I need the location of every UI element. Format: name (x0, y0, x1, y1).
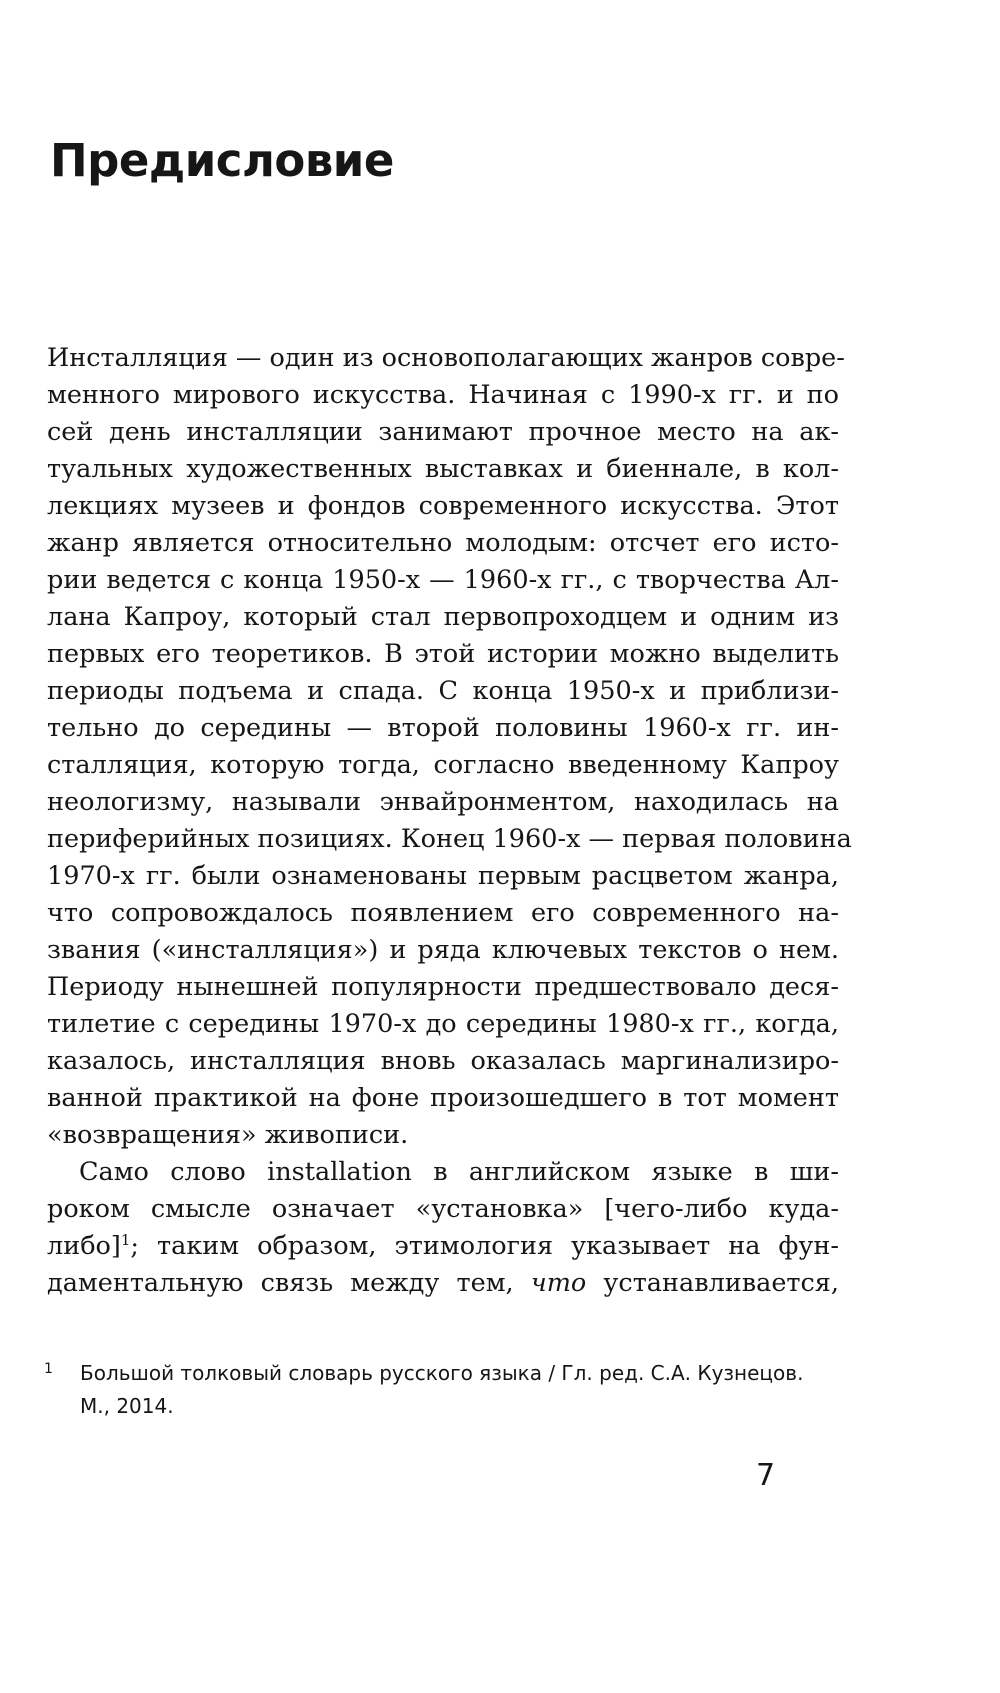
text-line: Периоду нынешней популярности предшествовало деся- (47, 972, 839, 1002)
text-fragment: устанавливается, (586, 1268, 839, 1298)
text-fragment: ; таким образом, этимология указывает на фун- (130, 1231, 839, 1261)
text-line: жанр является относительно молодым: отсчет его исто- (47, 528, 839, 558)
footnote-text (80, 1357, 844, 1423)
text-line: казалось, инсталляция вновь оказалась маргинализиро- (47, 1046, 839, 1076)
text-fragment: даментальную связь между тем, (47, 1268, 531, 1298)
footnote-marker: 1 (44, 1361, 53, 1377)
text-line: туальных художественных выставках и биеннале, в кол- (47, 454, 839, 484)
text-line: лекциях музеев и фондов современного искусства. Этот (47, 491, 839, 521)
text-fragment: либо] (47, 1231, 121, 1261)
italic-word: что (530, 1268, 587, 1298)
text-line: периферийных позициях. Конец 1960-х — первая половина (47, 824, 852, 854)
text-line: сей день инсталляции занимают прочное место на ак- (47, 417, 839, 447)
footnote-reference: 1 (120, 1231, 131, 1249)
footnote-line: М., 2014. (80, 1394, 174, 1418)
text-line: менного мирового искусства. Начиная с 1990-х гг. и по (47, 380, 839, 410)
text-line: периоды подъема и спада. С конца 1950-х и приблизи- (47, 676, 839, 706)
text-line: ванной практикой на фоне произошедшего в тот момент (47, 1083, 839, 1113)
text-line: тельно до середины — второй половины 1960-х гг. ин- (47, 713, 839, 743)
text-line: роком смысле означает «установка» [чего-либо куда- (47, 1194, 839, 1224)
text-line: рии ведется с конца 1950-х — 1960-х гг., с творчества Ал- (47, 565, 839, 595)
text-line: Само слово installation в английском языке в ши- (79, 1157, 839, 1187)
text-line: сталляция, которую тогда, согласно введенному Капроу (47, 750, 839, 780)
text-line: Инсталляция — один из основополагающих жанров совре- (47, 343, 845, 373)
text-line: 1970-х гг. были ознаменованы первым расцветом жанра, (47, 861, 839, 891)
text-line: «возвращения» живописи. (47, 1120, 409, 1150)
text-line: первых его теоретиков. В этой истории можно выделить (47, 639, 839, 669)
paragraph-2 (47, 1154, 839, 1302)
footnote-line: Большой толковый словарь русского языка / Гл. ред. С.А. Кузнецов. (80, 1361, 804, 1385)
text-line: неологизму, называли энвайронментом, находилась на (47, 787, 839, 817)
text-line: что сопровождалось появлением его современного на- (47, 898, 839, 928)
text-line (47, 1228, 839, 1265)
text-line: тилетие с середины 1970-х до середины 1980-х гг., когда, (47, 1009, 839, 1039)
text-line (47, 1265, 839, 1302)
text-line: звания («инсталляция») и ряда ключевых текстов о нем. (47, 935, 839, 965)
page-number: 7 (756, 1458, 776, 1493)
paragraph-1 (47, 340, 852, 1154)
footnote (44, 1357, 844, 1423)
chapter-heading: Предисловие (50, 134, 394, 187)
text-line: лана Капроу, который стал первопроходцем и одним из (47, 602, 839, 632)
body-text (47, 340, 852, 1302)
